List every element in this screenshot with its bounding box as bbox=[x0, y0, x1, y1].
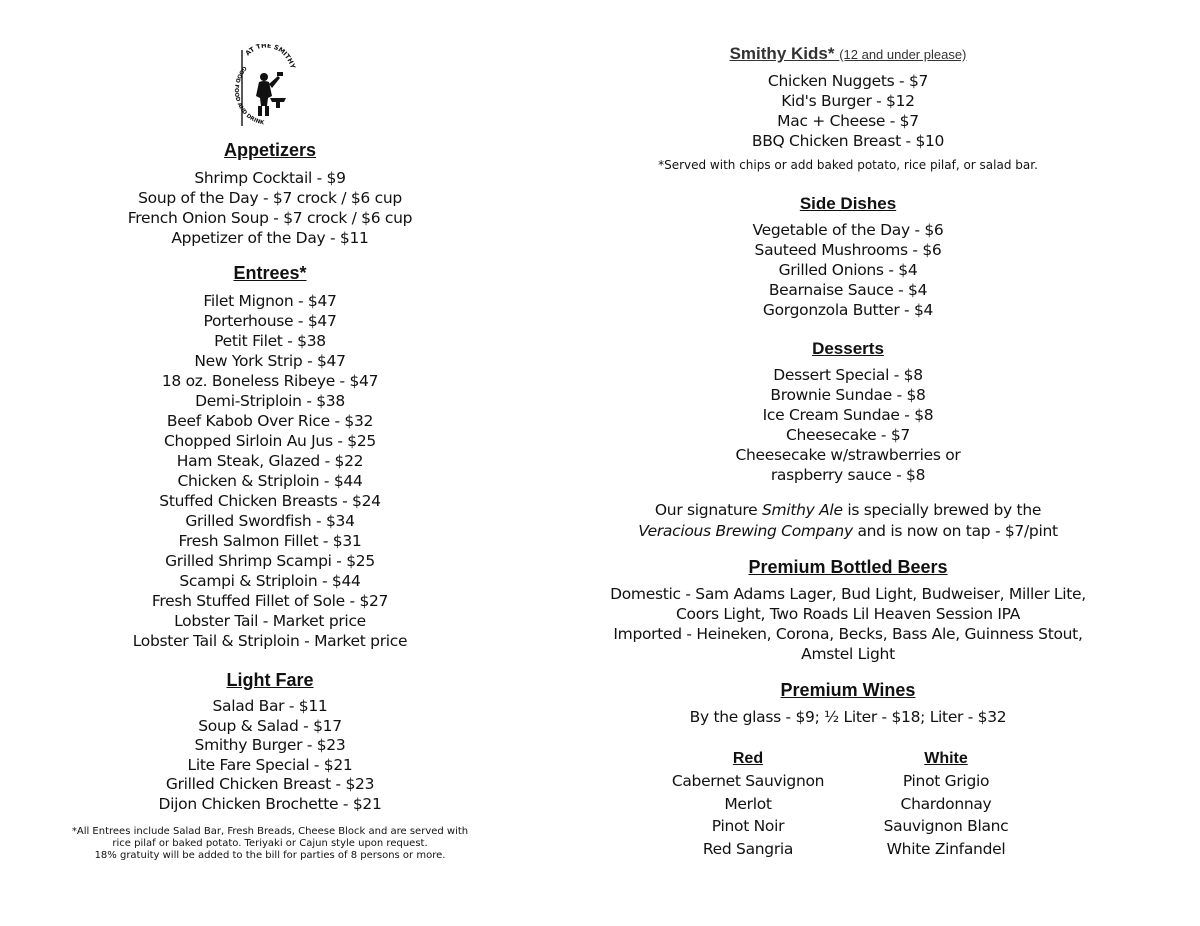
menu-item: Lobster Tail - Market price bbox=[174, 612, 366, 630]
smithy-ale-note bbox=[598, 500, 1098, 542]
menu-item: Petit Filet - $38 bbox=[214, 332, 326, 350]
menu-item: Bearnaise Sauce - $4 bbox=[768, 281, 928, 299]
menu-item: Shrimp Cocktail - $9 bbox=[194, 169, 346, 187]
ale-line-1 bbox=[598, 500, 1098, 521]
wine-item: White Zinfandel bbox=[886, 839, 1006, 858]
menu-item: Soup & Salad - $17 bbox=[198, 716, 342, 735]
entrees-heading: Entrees* bbox=[233, 263, 307, 283]
svg-text:GOOD FOOD AND DRINK: GOOD D AND DRINK bbox=[234, 64, 265, 127]
menu-item: Lobster Tail & Striploin - Market price bbox=[132, 632, 408, 650]
menu-item: Grilled Swordfish - $34 bbox=[185, 512, 355, 530]
entrees-section bbox=[60, 263, 480, 651]
sides-heading: Side Dishes bbox=[799, 194, 897, 213]
sides-list bbox=[598, 220, 1098, 320]
wines-heading: Premium Wines bbox=[780, 680, 916, 700]
wine-item: Pinot Grigio bbox=[902, 772, 990, 790]
kids-title: Smithy Kids* bbox=[729, 44, 835, 63]
sides-section bbox=[598, 194, 1098, 320]
menu-item: Vegetable of the Day - $6 bbox=[752, 221, 944, 239]
menu-item: Stuffed Chicken Breasts - $24 bbox=[159, 492, 381, 510]
menu-item: Sauteed Mushrooms - $6 bbox=[754, 241, 942, 259]
svg-text:AT THE SMITHY: AT THE SMITHY bbox=[243, 44, 297, 70]
wine-item: Chardonnay bbox=[900, 794, 992, 813]
menu-item: Ham Steak, Glazed - $22 bbox=[176, 452, 364, 470]
appetizers-section bbox=[60, 140, 480, 248]
ale-text: is specially brewed by the bbox=[842, 501, 1042, 519]
menu-item: Lite Fare Special - $21 bbox=[187, 755, 353, 774]
kids-heading bbox=[598, 44, 1098, 64]
entrees-list bbox=[60, 291, 480, 651]
appetizers-list bbox=[60, 168, 480, 248]
menu-item: Gorgonzola Butter - $4 bbox=[762, 301, 934, 319]
menu-item: Chicken & Striploin - $44 bbox=[177, 472, 363, 490]
menu-item: Dijon Chicken Brochette - $21 bbox=[158, 794, 382, 813]
menu-item: Kid's Burger - $12 bbox=[781, 92, 915, 110]
menu-item: Dessert Special - $8 bbox=[773, 366, 923, 384]
white-heading: White bbox=[924, 750, 968, 767]
kids-note: *Served with chips or add baked potato, rice pilaf, or salad bar. bbox=[658, 158, 1038, 172]
menu-item: Appetizer of the Day - $11 bbox=[171, 229, 369, 247]
ale-text: and is now on tap - $7/pint bbox=[852, 522, 1058, 540]
menu-item: Soup of the Day - $7 crock / $6 cup bbox=[138, 189, 402, 207]
red-heading: Red bbox=[732, 750, 764, 767]
ale-name: Smithy Ale bbox=[761, 501, 843, 519]
menu-item: raspberry sauce - $8 bbox=[770, 466, 926, 484]
menu-item: Fresh Stuffed Fillet of Sole - $27 bbox=[151, 592, 389, 610]
menu-item: Fresh Salmon Fillet - $31 bbox=[178, 532, 362, 550]
red-wines bbox=[658, 750, 838, 860]
menu-item: 18 oz. Boneless Ribeye - $47 bbox=[161, 372, 379, 390]
menu-item: Porterhouse - $47 bbox=[203, 312, 337, 330]
restaurant-logo bbox=[234, 44, 300, 130]
beers-heading: Premium Bottled Beers bbox=[748, 557, 948, 577]
light-fare-section bbox=[60, 670, 480, 814]
beers-list bbox=[598, 584, 1098, 664]
wines-section bbox=[598, 680, 1098, 727]
wine-item: Cabernet Sauvignon bbox=[671, 772, 825, 790]
footnote-line: *All Entrees include Salad Bar, Fresh Breads, Cheese Block and are served with bbox=[71, 826, 469, 837]
beer-line: Domestic - Sam Adams Lager, Bud Light, Budweiser, Miller Lite, bbox=[610, 585, 1086, 603]
beer-line: Imported - Heineken, Corona, Becks, Bass Ale, Guinness Stout, bbox=[613, 625, 1083, 643]
desserts-heading: Desserts bbox=[812, 339, 884, 358]
menu-item: New York Strip - $47 bbox=[194, 352, 346, 370]
menu-item: Mac + Cheese - $7 bbox=[777, 112, 919, 130]
menu-item: Cheesecake w/strawberries or bbox=[735, 446, 961, 464]
blacksmith-logo-icon bbox=[234, 44, 300, 130]
footnote-line: rice pilaf or baked potato. Teriyaki or Cajun style upon request. bbox=[112, 838, 428, 849]
kids-list bbox=[598, 71, 1098, 151]
ale-line-2 bbox=[598, 521, 1098, 542]
wine-item: Pinot Noir bbox=[711, 817, 785, 835]
menu-item: BBQ Chicken Breast - $10 bbox=[751, 132, 945, 150]
desserts-list bbox=[598, 365, 1098, 485]
menu-item: Beef Kabob Over Rice - $32 bbox=[166, 412, 374, 430]
kids-subtitle: (12 and under please) bbox=[839, 47, 967, 62]
menu-item: Cheesecake - $7 bbox=[786, 426, 910, 444]
brewery-name: Veracious Brewing Company bbox=[638, 522, 853, 540]
desserts-section bbox=[598, 339, 1098, 485]
menu-item: French Onion Soup - $7 crock / $6 cup bbox=[127, 209, 413, 227]
appetizers-heading: Appetizers bbox=[223, 140, 317, 160]
footnote-line: 18% gratuity will be added to the bill for parties of 8 persons or more. bbox=[94, 850, 446, 861]
beer-line: Coors Light, Two Roads Lil Heaven Session IPA bbox=[675, 605, 1020, 623]
menu-item: Brownie Sundae - $8 bbox=[770, 386, 926, 404]
menu-item: Grilled Onions - $4 bbox=[778, 261, 918, 279]
menu-item: Grilled Chicken Breast - $23 bbox=[165, 775, 375, 793]
light-fare-list bbox=[60, 697, 480, 814]
ale-text: Our signature bbox=[654, 501, 762, 519]
entrees-footnote bbox=[60, 826, 480, 862]
menu-item: Filet Mignon - $47 bbox=[203, 292, 337, 310]
white-wines bbox=[856, 750, 1036, 860]
menu-item: Grilled Shrimp Scampi - $25 bbox=[165, 552, 375, 570]
menu-item: Demi-Striploin - $38 bbox=[195, 392, 345, 410]
wine-pricing: By the glass - $9; ½ Liter - $18; Liter - $32 bbox=[689, 708, 1007, 726]
beers-section bbox=[598, 557, 1098, 664]
wine-item: Red Sangria bbox=[702, 839, 794, 858]
light-fare-heading: Light Fare bbox=[226, 670, 314, 690]
wine-item: Merlot bbox=[724, 794, 772, 813]
wine-item: Sauvignon Blanc bbox=[883, 817, 1009, 835]
menu-item: Chopped Sirloin Au Jus - $25 bbox=[164, 432, 376, 450]
kids-section bbox=[598, 44, 1098, 173]
menu-item: Scampi & Striploin - $44 bbox=[179, 572, 361, 590]
menu-item: Salad Bar - $11 bbox=[212, 697, 328, 715]
menu-item: Ice Cream Sundae - $8 bbox=[762, 406, 934, 424]
menu-item: Smithy Burger - $23 bbox=[194, 736, 346, 754]
beer-line: Amstel Light bbox=[801, 645, 895, 663]
menu-item: Chicken Nuggets - $7 bbox=[767, 72, 929, 90]
